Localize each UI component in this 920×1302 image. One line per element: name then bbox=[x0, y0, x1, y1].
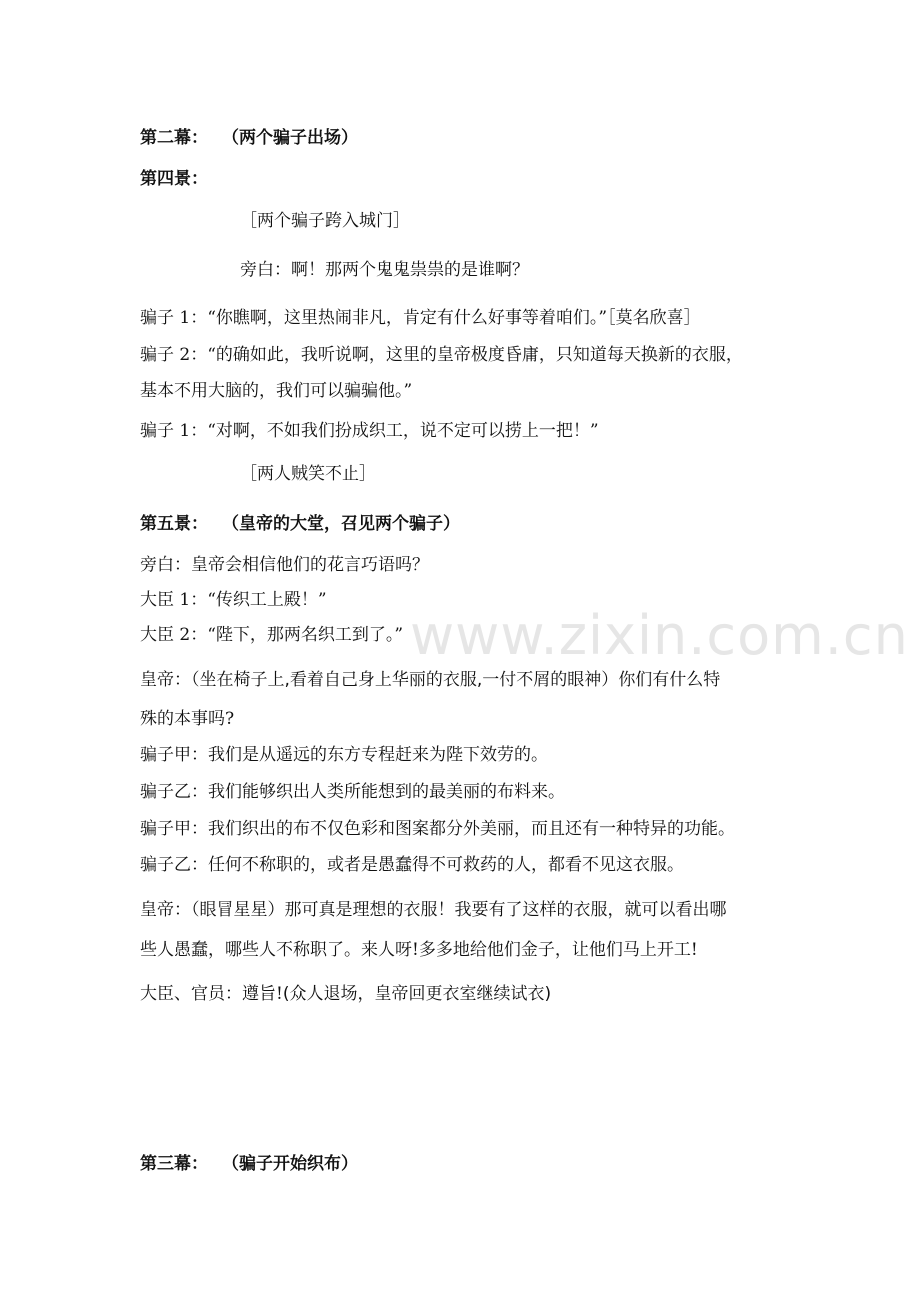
dialogue-line-5: 大臣 1：“传织工上殿！” bbox=[140, 590, 327, 610]
act2-label: 第二幕： bbox=[140, 128, 208, 148]
dialogue-line-3: 骗子 1：“对啊，不如我们扮成织工，说不定可以捞上一把！” bbox=[140, 421, 599, 441]
scene5-heading bbox=[140, 513, 460, 535]
stage-direction-2: ［两人贼笑不止］ bbox=[240, 464, 376, 484]
dialogue-line-1 bbox=[140, 307, 701, 329]
dialogue-line-12-stage: （眼冒星星） bbox=[191, 900, 285, 920]
scene5-note: （皇帝的大堂，召见两个骗子） bbox=[222, 514, 460, 534]
dialogue-line-6: 大臣 2：“陛下，那两名织工到了。” bbox=[140, 625, 404, 645]
dialogue-line-10: 骗子甲：我们织出的布不仅色彩和图案都分外美丽，而且还有一种特异的功能。 bbox=[140, 819, 735, 839]
dialogue-line-8: 骗子甲：我们是从遥远的东方专程赶来为陛下效劳的。 bbox=[140, 745, 548, 765]
watermark: www.zixin.com.cn bbox=[410, 604, 909, 667]
dialogue-line-1-text: 骗子 1：“你瞧啊，这里热闹非凡，肯定有什么好事等着咱们。” bbox=[140, 308, 608, 328]
dialogue-line-13-stage: (众人退场，皇帝回更衣室继续试衣) bbox=[282, 984, 552, 1004]
dialogue-line-9: 骗子乙：我们能够织出人类所能想到的最美丽的布料来。 bbox=[140, 782, 565, 802]
dialogue-line-12b: 些人愚蠢，哪些人不称职了。来人呀!多多地给他们金子，让他们马上开工! bbox=[140, 940, 698, 960]
scene5-label: 第五景： bbox=[140, 514, 208, 534]
dialogue-line-7 bbox=[140, 669, 720, 691]
dialogue-line-11: 骗子乙：任何不称职的，或者是愚蠢得不可救药的人，都看不见这衣服。 bbox=[140, 855, 684, 875]
act2-heading bbox=[140, 127, 358, 149]
dialogue-line-13 bbox=[140, 983, 551, 1005]
dialogue-line-13-speaker: 大臣、官员：遵旨! bbox=[140, 984, 283, 1004]
dialogue-line-7-text: 你们有什么特 bbox=[618, 670, 721, 690]
dialogue-line-12-text: 那可真是理想的衣服！我要有了这样的衣服，就可以看出哪 bbox=[284, 900, 727, 920]
stage-direction-1: ［两个骗子跨入城门］ bbox=[240, 211, 410, 231]
dialogue-line-12 bbox=[140, 899, 727, 921]
scene4-heading: 第四景： bbox=[140, 169, 208, 189]
dialogue-line-2a: 骗子 2：“的确如此，我听说啊，这里的皇帝极度昏庸，只知道每天换新的衣服， bbox=[140, 345, 743, 365]
act3-note: （骗子开始织布） bbox=[222, 1154, 358, 1174]
dialogue-line-1-stage: ［莫名欣喜］ bbox=[607, 308, 701, 328]
act2-note: （两个骗子出场） bbox=[222, 128, 358, 148]
dialogue-line-2b: 基本不用大脑的，我们可以骗骗他。” bbox=[140, 381, 413, 401]
act3-label: 第三幕： bbox=[140, 1154, 208, 1174]
narration-1: 旁白：啊！那两个鬼鬼祟祟的是谁啊？ bbox=[240, 260, 529, 280]
dialogue-line-7b: 殊的本事吗? bbox=[140, 709, 235, 729]
dialogue-line-7-stage: （坐在椅子上,看着自己身上华丽的衣服,一付不屑的眼神） bbox=[191, 670, 619, 690]
dialogue-line-12-speaker: 皇帝： bbox=[140, 900, 191, 920]
dialogue-line-7-speaker: 皇帝： bbox=[140, 670, 191, 690]
narration-2: 旁白：皇帝会相信他们的花言巧语吗？ bbox=[140, 555, 429, 575]
act3-heading bbox=[140, 1153, 358, 1175]
